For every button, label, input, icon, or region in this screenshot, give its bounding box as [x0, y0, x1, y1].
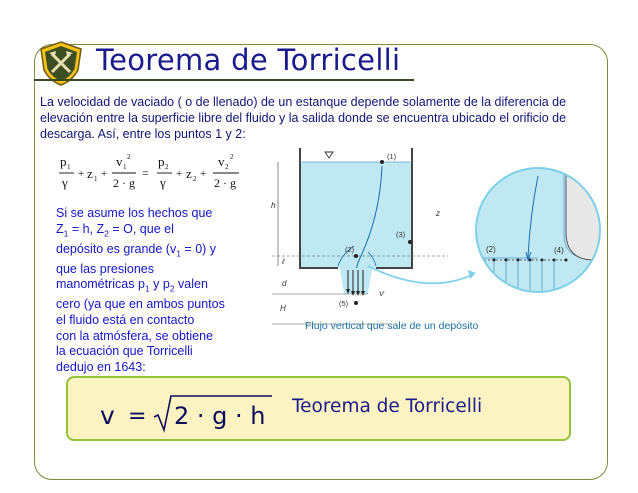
tank-diagram	[268, 146, 604, 346]
v2-square: 2	[230, 153, 234, 161]
label-point-5: (5)	[339, 299, 349, 308]
zoom-detail	[468, 166, 604, 306]
v1-symbol: v	[116, 154, 123, 169]
gamma-1: γ	[62, 175, 68, 190]
point-2-dot	[354, 254, 358, 258]
label-l: ℓ	[282, 257, 285, 266]
formula-v: v	[100, 401, 115, 430]
v1-square: 2	[127, 153, 131, 161]
bernoulli-equation	[56, 150, 246, 194]
gamma-2: γ	[160, 175, 166, 190]
label-point-3: (3)	[396, 230, 406, 239]
p1-symbol: p	[60, 154, 67, 169]
v1-subscript: 1	[123, 163, 127, 171]
torricelli-formula	[96, 390, 276, 436]
slide-title: Teorema de Torricelli	[96, 43, 401, 77]
point-1-dot	[380, 160, 384, 164]
v2-subscript: 2	[225, 163, 229, 171]
free-surface-marker-icon	[325, 152, 333, 158]
formula-radicand: 2 · g · h	[174, 402, 266, 430]
zoom-label-point-4: (4)	[554, 246, 564, 255]
den-2g-2: 2 · g	[214, 176, 236, 190]
v2-symbol: v	[218, 154, 225, 169]
plus-3: +	[176, 168, 183, 180]
p2-symbol: p	[158, 154, 165, 169]
equals-sign: =	[142, 166, 149, 180]
plus-4: +	[200, 168, 207, 180]
z2-symbol: z	[186, 166, 192, 181]
p2-subscript: 2	[165, 163, 169, 171]
label-point-2: (2)	[345, 245, 355, 254]
point-3-dot	[408, 240, 412, 244]
plus-2: +	[101, 168, 108, 180]
label-z: z	[436, 209, 440, 218]
label-d: d	[282, 279, 287, 288]
plus-1: +	[78, 168, 85, 180]
formula-equals: =	[128, 404, 147, 429]
label-point-1: (1)	[387, 152, 397, 161]
label-H: H	[280, 304, 286, 313]
result-label: Teorema de Torricelli	[292, 396, 483, 417]
outflow-jet	[340, 268, 372, 294]
conditions-paragraph: Si se asume los hechos que $Z_1 = h$, $Z_2 = O$, que el depósito es grande $(v_1 = 0)$ y que las presiones manométricas $p_1$ y $p_2$ valen cero (ya que en ambos puntos el fluido está en contacto con la atmósfera, se obtiene la ecuación que Torricelli dedujo en 1643:	[56, 206, 225, 374]
z1-symbol: z	[87, 166, 93, 181]
point-5-dot	[354, 301, 358, 305]
z2-subscript: 2	[193, 175, 197, 183]
label-V: V	[379, 289, 385, 298]
z1-subscript: 1	[94, 175, 98, 183]
title-underline	[34, 79, 414, 81]
tank-water	[300, 162, 412, 268]
label-h: h	[271, 201, 276, 210]
intro-paragraph: La velocidad de vaciado ( o de llenado) de un estanque depende solamente de la diferencia de elevación entre la superficie libre del fluido y la salida donde se encuentra ubicado el orificio de descarga. Así, entre los puntos 1 y 2:	[40, 95, 567, 141]
diagram-caption: Flujo vertical que sale de un depósito	[305, 320, 479, 332]
p1-subscript: 1	[67, 163, 71, 171]
den-2g-1: 2 · g	[113, 176, 135, 190]
zoom-label-point-2: (2)	[486, 245, 496, 254]
